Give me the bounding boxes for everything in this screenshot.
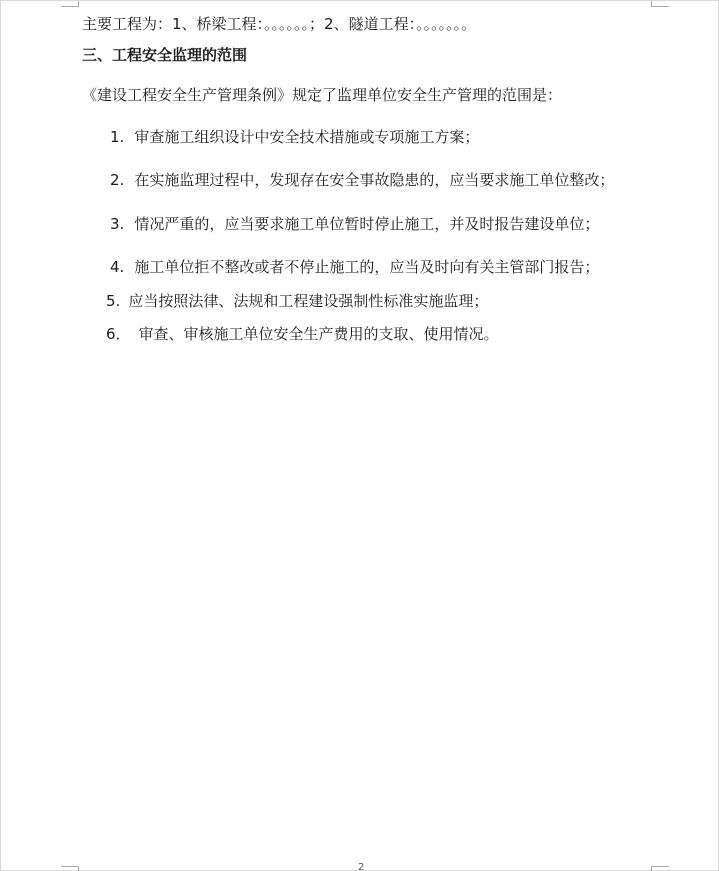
intro-line: 主要工程为：1、桥梁工程：。。。。。。；2、隧道工程：。。。。。。。	[82, 15, 477, 33]
list-item-number: 4.	[110, 258, 125, 276]
list-item-text: 应当按照法律、法规和工程建设强制性标准实施监理；	[128, 292, 489, 310]
list-item-text: 情况严重的，应当要求施工单位暂时停止施工，并及时报告建设单位；	[134, 215, 600, 233]
list-item	[106, 324, 499, 344]
list-item	[110, 257, 599, 277]
crop-mark-top-left	[61, 1, 79, 7]
page-number: 2	[358, 863, 365, 871]
lead-sentence: 《建设工程安全生产管理条例》规定了监理单位安全生产管理的范围是：	[82, 86, 563, 104]
list-item	[110, 214, 599, 234]
list-item	[110, 170, 614, 190]
list-item	[106, 291, 488, 311]
list-item-text: 在实施监理过程中，发现存在安全事故隐患的，应当要求施工单位整改；	[134, 171, 615, 189]
list-item-number: 5.	[106, 292, 121, 310]
crop-mark-bottom-right	[651, 866, 669, 871]
list-item-number: 3.	[110, 215, 125, 233]
crop-mark-bottom-left	[61, 866, 79, 871]
section-heading: 三、工程安全监理的范围	[82, 46, 248, 64]
list-item-number: 1.	[110, 128, 125, 146]
list-item-text: 审查施工组织设计中安全技术措施或专项施工方案；	[134, 128, 480, 146]
list-item-number: 2.	[110, 171, 125, 189]
list-item-number: 6．	[106, 325, 131, 343]
list-item-text: 审查、审核施工单位安全生产费用的支取、使用情况。	[138, 325, 499, 343]
list-item-text: 施工单位拒不整改或者不停止施工的，应当及时向有关主管部门报告；	[134, 258, 600, 276]
list-item	[110, 127, 479, 147]
crop-mark-top-right	[651, 1, 669, 7]
